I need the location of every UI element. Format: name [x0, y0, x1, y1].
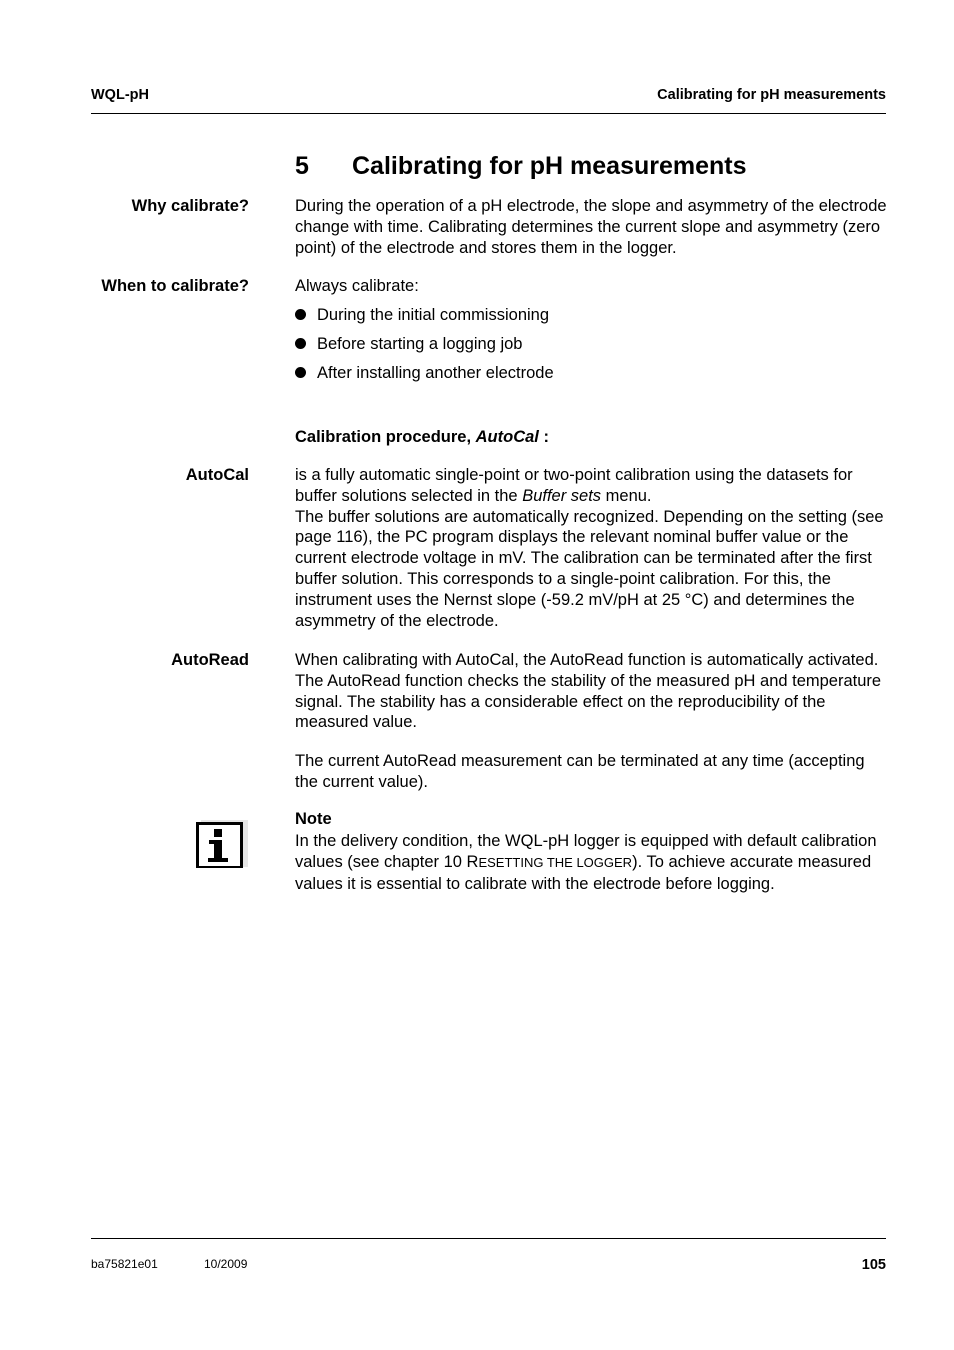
autocal-text: is a fully automatic single-point or two-point calibration using the datasets for buffer solutions selected in the Buffer sets menu. The buffer solutions are automatically recognized. Depending on the setting (see page 116), the PC program displays the relevant nominal buffer value or the current electrode voltage in mV. The calibration can be terminated after the first buffer solution. This corresponds to a single-point calibration. For this, the instrument uses the Nernst slope (-59.2 mV/pH at 25 °C) and determines the asymmetry of the electrode.: [295, 466, 884, 630]
why-text: During the operation of a pH electrode, the slope and asymmetry of the electrode change with time. Calibrating determines the current slope and asymmetry (zero point) of the electrode and stores them in the logger.: [295, 197, 887, 257]
info-icon: [196, 816, 249, 868]
header-left: WQL-pH: [91, 87, 149, 103]
chapter-number: 5: [295, 152, 309, 180]
footer-rule: [91, 1238, 886, 1239]
header-right: Calibrating for pH measurements: [657, 87, 886, 103]
footer-doc-id: ba75821e01: [91, 1257, 158, 1271]
autoread-text-2: The current AutoRead measurement can be terminated at any time (accepting the current value).: [295, 752, 865, 791]
chapter-reference: RESETTING THE LOGGER: [466, 852, 633, 871]
footer-date: 10/2009: [204, 1257, 248, 1271]
list-item: During the initial commissioning: [295, 305, 549, 325]
when-label: When to calibrate?: [101, 277, 249, 295]
bullet-icon: [295, 309, 306, 320]
bullet-icon: [295, 367, 306, 378]
note-text: In the delivery condition, the WQL-pH logger is equipped with default calibration values (see chapter 10 RESETTING THE LOGGER). To achieve accurate measured values it is essential to calibrate with the electrode before logging.: [295, 832, 877, 893]
page-number: 105: [861, 1257, 886, 1273]
bullet-icon: [295, 338, 306, 349]
chapter-title: Calibrating for pH measurements: [352, 152, 747, 180]
autoread-text-1: When calibrating with AutoCal, the AutoRead function is automatically activated. The AutoRead function checks the stability of the measured pH and temperature signal. The stability has a considerable effect on the reproducibility of the measured value.: [295, 651, 882, 732]
chapter-heading: [295, 152, 747, 181]
note-title: Note: [295, 810, 332, 828]
list-item: Before starting a logging job: [295, 334, 522, 354]
autocal-label: AutoCal: [185, 466, 249, 484]
procedure-heading: Calibration procedure, AutoCal :: [295, 428, 549, 446]
list-item: After installing another electrode: [295, 363, 554, 383]
when-intro: Always calibrate:: [295, 277, 419, 295]
why-label: Why calibrate?: [131, 197, 249, 215]
header-rule: [91, 113, 886, 114]
autoread-label: AutoRead: [171, 651, 249, 669]
